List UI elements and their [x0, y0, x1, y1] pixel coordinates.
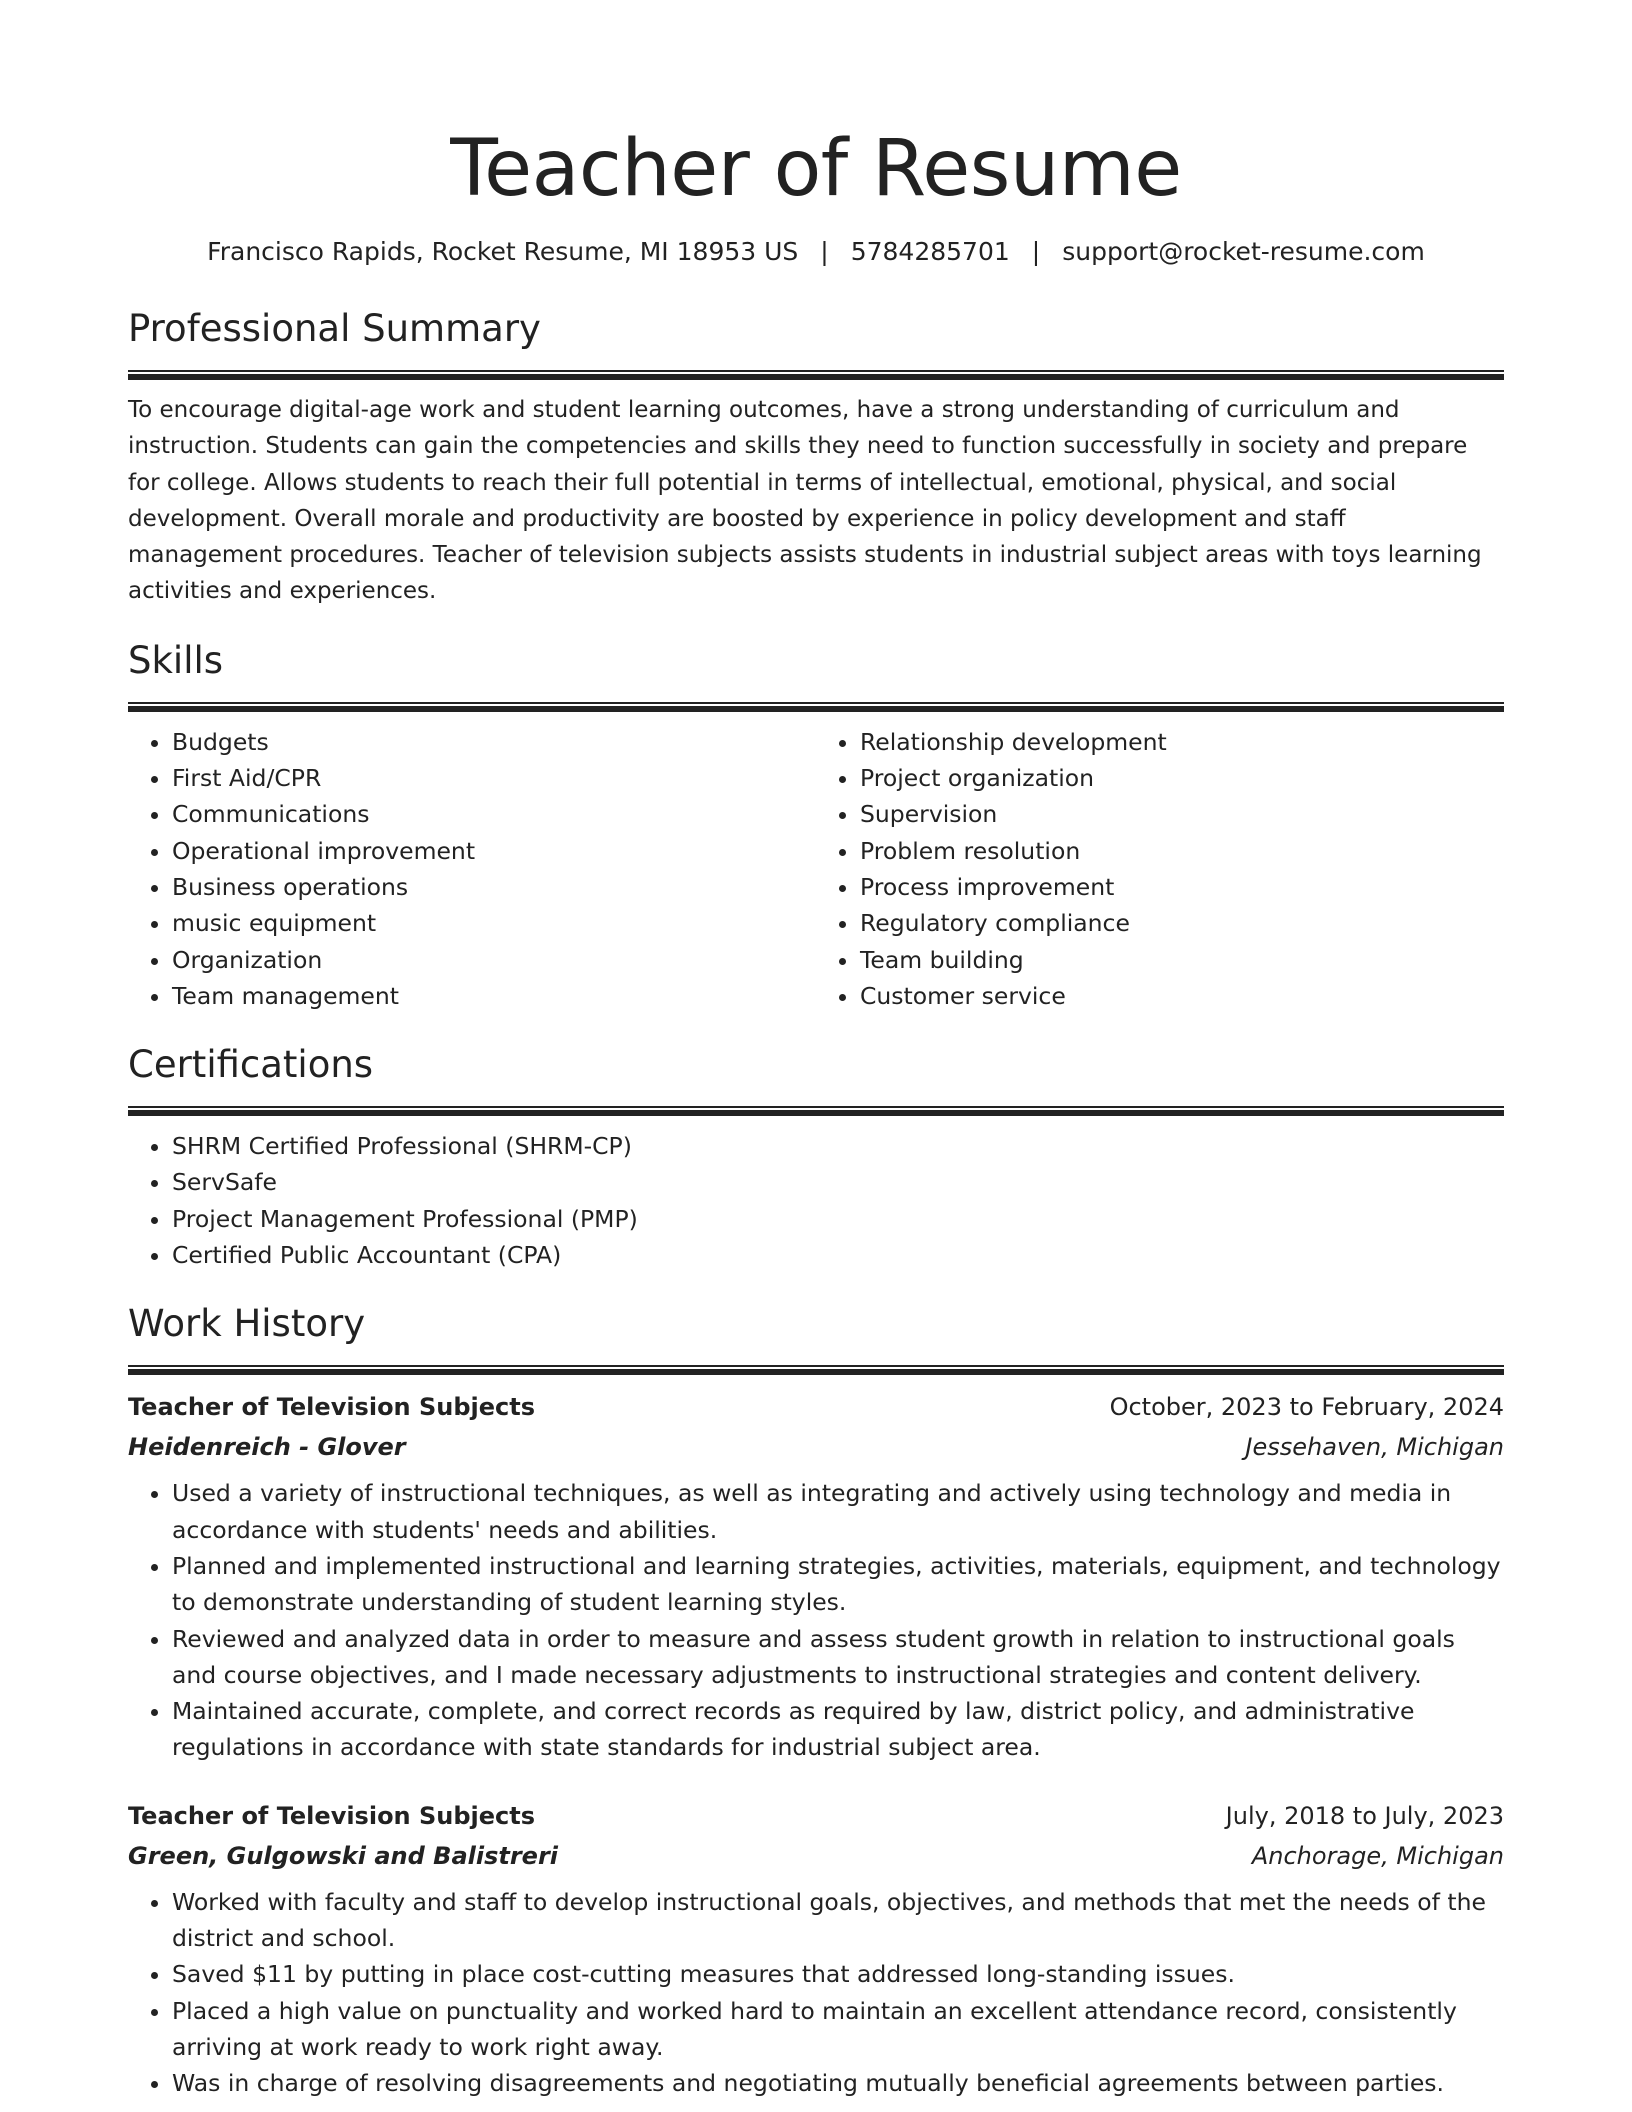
job-bullet: • Planned and implemented instructional and learning strategies, activities, materials, equipment, and technology to demonstrate understanding of student learning styles. [172, 1548, 1504, 1621]
skill-item: • Business operations [172, 869, 816, 905]
contact-separator: | [820, 237, 829, 266]
section-title-skills: Skills [128, 638, 224, 682]
job-subheader [128, 1836, 1504, 1876]
certification-item: • SHRM Certified Professional (SHRM-CP) [172, 1128, 1504, 1164]
skill-item: • Project organization [860, 760, 1504, 796]
job-entry [128, 1387, 1504, 1765]
section-title-certifications: Certifications [128, 1043, 374, 1087]
job-dates: July, 2018 to July, 2023 [1225, 1801, 1504, 1830]
skill-item: • Team building [860, 942, 1504, 978]
skill-item: • Supervision [860, 796, 1504, 832]
job-subheader [128, 1427, 1504, 1467]
skill-item: • music equipment [172, 905, 816, 941]
certification-item: • Project Management Professional (PMP) [172, 1201, 1504, 1237]
job-bullet: • Maintained accurate, complete, and correct records as required by law, district policy, and administrative regulations in accordance with state standards for industrial subject area. [172, 1693, 1504, 1766]
job-bullet: • Placed a high value on punctuality and worked hard to maintain an excellent attendance record, consistently arriving at work ready to work right away. [172, 1993, 1504, 2066]
certification-item: • ServSafe [172, 1164, 1504, 1200]
resume-name: Teacher of Resume [450, 124, 1182, 214]
job-header [128, 1796, 1504, 1836]
contact-phone: 5784285701 [850, 237, 1010, 266]
job-title: Teacher of Television Subjects [128, 1393, 536, 1422]
resume-page [128, 0, 1504, 2102]
job-dates: October, 2023 to February, 2024 [1109, 1393, 1504, 1422]
job-header [128, 1387, 1504, 1427]
job-entry [128, 1796, 1504, 2102]
contact-line [128, 234, 1504, 270]
section-divider [128, 1106, 1504, 1116]
job-location: Jessehaven, Michigan [1245, 1433, 1504, 1462]
work-history-section [128, 1299, 1504, 2101]
skill-item: • Process improvement [860, 869, 1504, 905]
section-title-work-history: Work History [128, 1302, 366, 1346]
skill-item: • Team management [172, 978, 816, 1014]
job-bullet: • Used a variety of instructional techniques, as well as integrating and actively using technology and media in accordance with students' needs and abilities. [172, 1475, 1504, 1548]
skill-item: • First Aid/CPR [172, 760, 816, 796]
summary-section [128, 304, 1504, 610]
section-title-summary: Professional Summary [128, 307, 541, 350]
skill-item: • Customer service [860, 978, 1504, 1014]
job-bullets [128, 1475, 1504, 1765]
job-bullet: • Reviewed and analyzed data in order to measure and assess student growth in relation to instructional goals and course objectives, and I made necessary adjustments to instructional strategies and content delivery. [172, 1621, 1504, 1694]
certification-item: • Certified Public Accountant (CPA) [172, 1237, 1504, 1273]
contact-separator: | [1031, 237, 1041, 266]
skill-item: • Problem resolution [860, 833, 1504, 869]
skill-item: • Communications [172, 796, 816, 832]
skill-item: • Operational improvement [172, 833, 816, 869]
job-location: Anchorage, Michigan [1251, 1841, 1504, 1870]
job-bullet: • Was in charge of resolving disagreements and negotiating mutually beneficial agreements between parties. [172, 2065, 1504, 2101]
skills-list-left [128, 724, 816, 1014]
certifications-section [128, 1040, 1504, 1273]
skill-item: • Budgets [172, 724, 816, 760]
contact-address: Francisco Rapids, Rocket Resume, MI 18953 US [207, 237, 799, 266]
job-bullet: • Saved $11 by putting in place cost-cutting measures that addressed long-standing issues. [172, 1956, 1504, 1992]
skill-item: • Relationship development [860, 724, 1504, 760]
skill-item: • Regulatory compliance [860, 905, 1504, 941]
skills-columns [128, 724, 1504, 1014]
job-title: Teacher of Television Subjects [128, 1801, 536, 1830]
job-company: Green, Gulgowski and Balistreri [128, 1841, 559, 1870]
skills-section [128, 636, 1504, 1014]
job-bullet: • Worked with faculty and staff to develop instructional goals, objectives, and methods that met the needs of the district and school. [172, 1884, 1504, 1957]
skills-list-right [816, 724, 1504, 1014]
section-divider [128, 702, 1504, 712]
summary-text: To encourage digital-age work and student learning outcomes, have a strong understanding of curriculum and instruction. Students can gain the competencies and skills they need to function successfully in society and prepare for college. Allows students to reach their full potential in terms of intellectual, emotional, physical, and social development. Overall morale and productivity are boosted by experience in policy development and staff management procedures. Teacher of television subjects assists students in industrial subject areas with toys learning activities and experiences. [128, 397, 1482, 605]
section-divider [128, 370, 1504, 380]
certifications-list [128, 1128, 1504, 1273]
job-company: Heidenreich - Glover [128, 1433, 406, 1462]
contact-email: support@rocket-resume.com [1062, 237, 1425, 266]
job-bullets [128, 1884, 1504, 2102]
section-divider [128, 1365, 1504, 1375]
skill-item: • Organization [172, 942, 816, 978]
